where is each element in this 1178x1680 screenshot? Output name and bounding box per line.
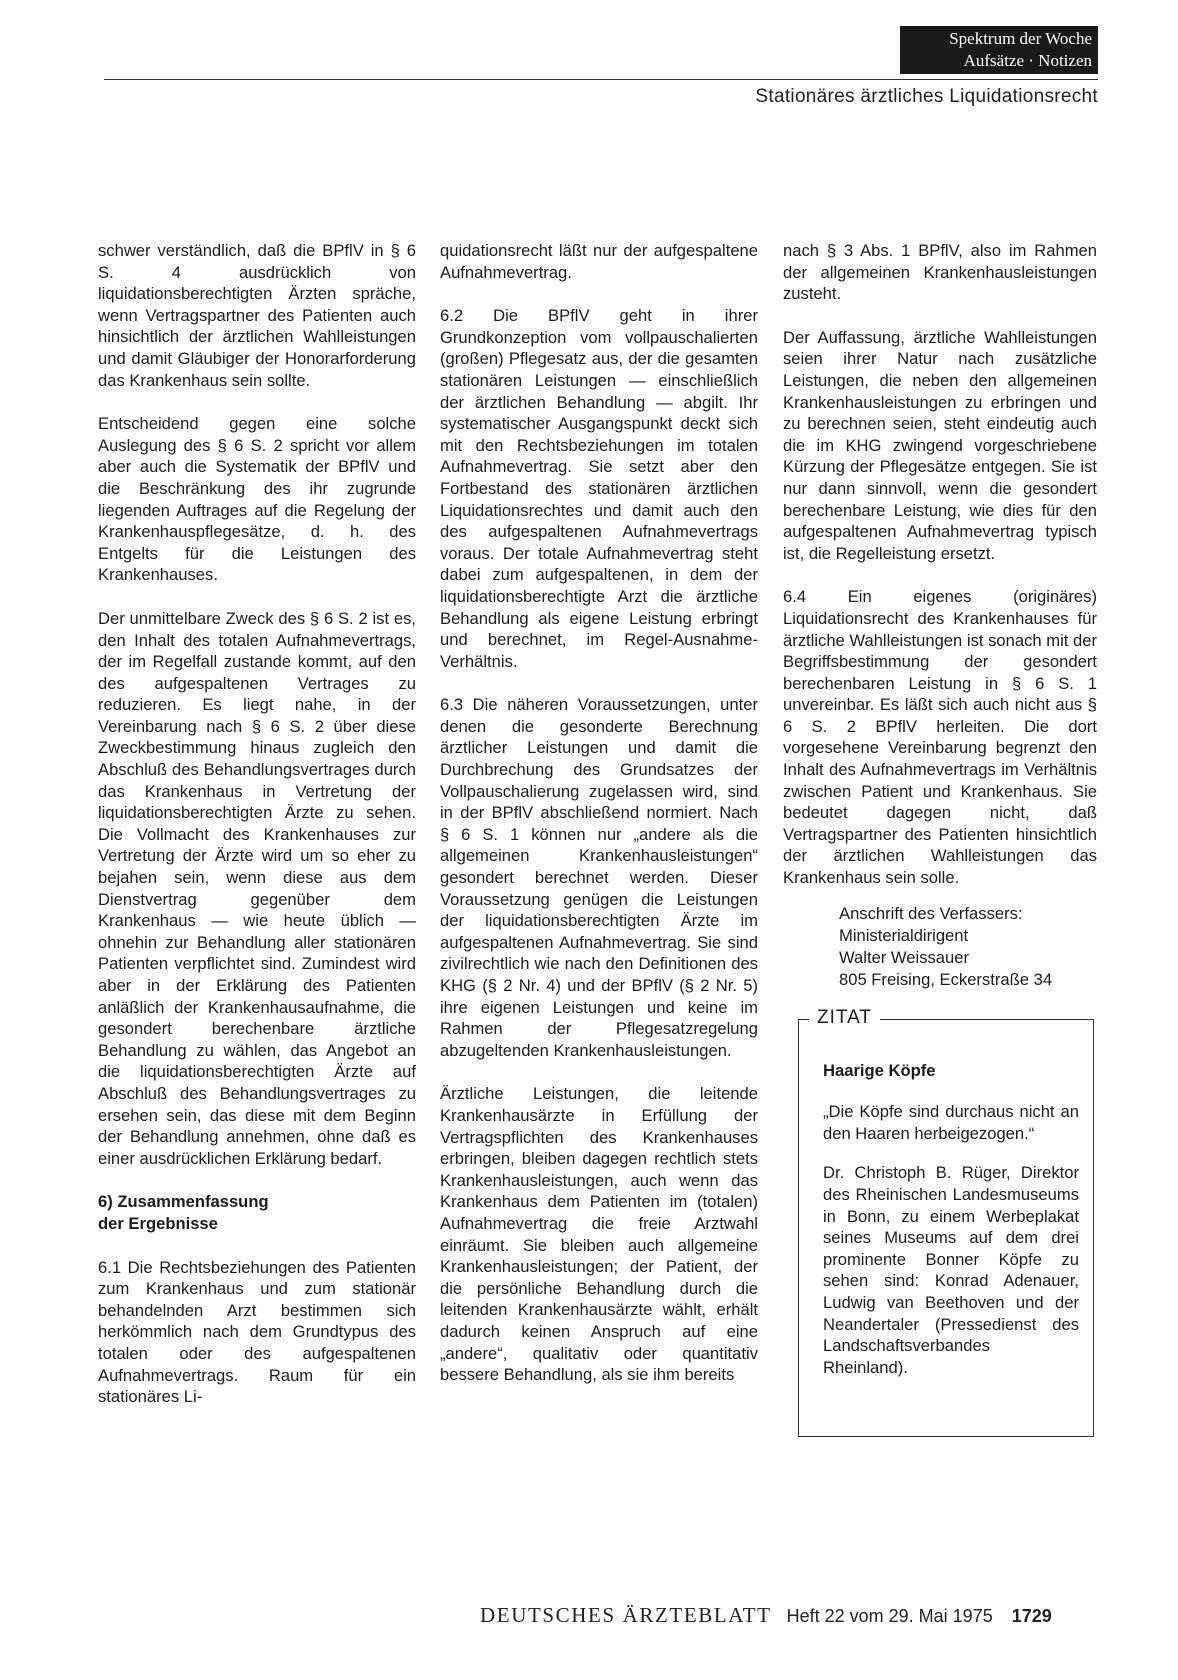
- paragraph: 6.3 Die näheren Voraussetzungen, unter denen die gesonderte Berechnung ärztlicher Leistungen und damit die Durchbrechung des Grundsatzes der Vollpauschalierung zugelassen wird, sind in der BPflV abschließend normiert. Nach § 6 S. 1 können nur „andere als die allgemeinen Krankenhausleistungen“ gesondert berechnet werden. Dieser Voraussetzung genügen die Leistungen der liquidationsberechtigten Ärzte im aufgespaltenen Aufnahmevertrag. Sie sind zivilrechtlich wie nach den Definitionen des KHG (§ 2 Nr. 4) und der BPflV (§ 2 Nr. 5) ihre eigenen Leistungen und keine im Rahmen der Pflegesatzregelung abzugeltenden Krankenhausleistungen.: [440, 695, 758, 1060]
- paragraph: Ärztliche Leistungen, die leitende Krankenhausärzte in Erfüllung der Vertragspflichten des Krankenhauses erbringen, bleiben dagegen rechtlich stets Krankenhausleistungen, auch wenn das Krankenhaus dem Patienten im (totalen) Aufnahmevertrag die freie Arztwahl einräumt. Sie bleiben auch allgemeine Krankenhausleistungen; der Patient, der die persönliche Behandlung durch die leitenden Krankenhausärzte wählt, erhält dadurch keinen Anspruch auf eine „andere“, qualitativ oder quantitativ bessere Behandlung, als sie ihm bereits: [440, 1084, 758, 1385]
- paragraph: Der Auffassung, ärztliche Wahlleistungen seien ihrer Natur nach zusätzliche Leistungen, die neben den allgemeinen Krankenhausleistungen zu erbringen und zu berechnen seien, steht eindeutig auch die im KHG zwingend vorgeschriebene Kürzung der Pflegesätze entgegen. Sie ist nur dann sinnvoll, wenn die gesondert berechenbare Leistung, wie dies für den aufgespaltenen Aufnahmevertrag typisch ist, die Regelleistung ersetzt.: [783, 327, 1097, 563]
- address-line: Anschrift des Verfassers:: [839, 903, 1023, 923]
- section-heading: [98, 1191, 416, 1234]
- quote-text: „Die Köpfe sind durchaus nicht an den Haaren herbeigezogen.“: [823, 1102, 1079, 1143]
- author-address: [783, 903, 1097, 991]
- address-line: Walter Weissauer: [839, 947, 970, 967]
- address-line: Ministerialdirigent: [839, 925, 969, 945]
- section-badge: [900, 26, 1098, 74]
- page-number: 1729: [1011, 1606, 1052, 1626]
- paragraph: nach § 3 Abs. 1 BPflV, also im Rahmen der allgemeinen Krankenhausleistungen zusteht.: [783, 241, 1097, 304]
- paragraph: Der unmittelbare Zweck des § 6 S. 2 ist es, den Inhalt des totalen Aufnahmevertrags, der im Regelfall zustande kommt, auf den des aufgespaltenen Vertrages zu reduzieren. Es liegt nahe, in der Vereinbarung nach § 6 S. 2 über diese Zweckbestimmung hinaus zugleich den Abschluß des Behandlungsvertrages durch das Krankenhaus in Vertretung der liquidationsberechtigten Ärzte zu sehen. Die Vollmacht des Krankenhauses zur Vertretung der Ärzte wird um so eher zu bejahen sein, wenn diese aus dem Dienstvertrag gegenüber dem Krankenhaus — wie heute üblich — ohnehin zur Behandlung aller stationären Patienten verpflichtet sind. Zumindest wird aber in der Erklärung des Patienten anläßlich der Krankenhausaufnahme, die gesondert berechenbare ärztliche Behandlung zu wählen, das Angebot an die liquidationsberechtigten Ärzte auf Abschluß des Behandlungsvertrages zu ersehen sein, das diese mit dem Beginn der Behandlung annehmen, ohne daß es einer ausdrücklichen Erklärung bedarf.: [98, 608, 416, 1168]
- paragraph: quidationsrecht läßt nur der aufgespaltene Aufnahmevertrag.: [440, 241, 758, 282]
- issue-info: Heft 22 vom 29. Mai 1975: [786, 1606, 993, 1626]
- badge-line-1: Spektrum der Woche: [949, 29, 1092, 48]
- column-3: [783, 240, 1097, 1437]
- paragraph: 6.4 Ein eigenes (originäres) Liquidationsrecht des Krankenhauses für ärztliche Wahlleistungen ist sonach mit der Begriffsbestimmung der gesondert berechenbaren Leistung in § 6 S. 1 unvereinbar. Es läßt sich auch nicht aus § 6 S. 2 BPflV herleiten. Die dort vorgesehene Vereinbarung begrenzt den Inhalt des Aufnahmevertrags im Verhältnis zwischen Patient und Krankenhaus. Sie bedeutet dagegen nicht, daß Vertragspartner des Patienten hinsichtlich der ärztlichen Wahlleistungen das Krankenhaus sein solle.: [783, 587, 1097, 888]
- column-1: [98, 240, 416, 1430]
- running-head: Stationäres ärztliches Liquidationsrecht: [755, 86, 1098, 107]
- header-rule: [104, 79, 1098, 80]
- paragraph: schwer verständlich, daß die BPflV in § 6 S. 4 ausdrücklich von liquidationsberechtigten Ärzten spräche, wenn Vertragspartner des Patienten auch hinsichtlich der ärztlichen Wahlleistungen und damit Gläubiger der Honorarforderung das Krankenhaus sein sollte.: [98, 241, 416, 390]
- paragraph: 6.2 Die BPflV geht in ihrer Grundkonzeption vom vollpauschalierten (großen) Pflegesatz aus, der die gesamten stationären Leistungen — einschließlich der ärztlichen Behandlung — abgilt. Ihr systematischer Ausgangspunkt deckt sich mit den Rechtsbeziehungen im totalen Aufnahmevertrag. Sie setzt aber den Fortbestand des stationären ärztlichen Liquidationsrechtes und damit auch den des aufgespaltenen Aufnahmevertrags voraus. Der totale Aufnahmevertrag steht dabei zum aufgespaltenen, in dem der liquidationsberechtigte Arzt die ärztliche Behandlung als eigene Leistung erbringt und berechnet, im Regel-Ausnahme-Verhältnis.: [440, 306, 758, 671]
- paragraph: 6.1 Die Rechtsbeziehungen des Patienten zum Krankenhaus und zum stationär behandelnden Arzt bestimmen sich herkömmlich nach dem Grundtypus des totalen oder des aufgespaltenen Aufnahmevertrags. Raum für ein stationäres Li-: [98, 1257, 416, 1407]
- heading-line-1: 6) Zusammenfassung: [98, 1192, 269, 1212]
- column-2: [440, 240, 758, 1408]
- page-footer: [480, 1603, 1052, 1628]
- paragraph: Entscheidend gegen eine solche Auslegung des § 6 S. 2 spricht vor allem aber auch die Systematik der BPflV und die Beschränkung des ihr zugrunde liegenden Auftrages auf die Regelung der Krankenhauspflegesätze, d. h. des Entgelts für die Leistungen des Krankenhauses.: [98, 414, 416, 585]
- quote-title: Haarige Köpfe: [823, 1060, 936, 1080]
- heading-line-2: der Ergebnisse: [98, 1213, 218, 1233]
- quote-box-label: ZITAT: [809, 1007, 880, 1029]
- quote-box: [798, 1006, 1094, 1437]
- address-line: 805 Freising, Eckerstraße 34: [839, 969, 1053, 989]
- quote-source: Dr. Christoph B. Rüger, Direktor des Rheinischen Landesmuseums in Bonn, zu einem Werbeplakat seines Museums auf dem drei prominente Bonner Köpfe zu sehen sind: Konrad Adenauer, Ludwig van Beethoven und der Neandertaler (Pressedienst des Landschaftsverbandes Rheinland).: [823, 1163, 1079, 1377]
- badge-line-2: Aufsätze · Notizen: [963, 51, 1092, 70]
- journal-name: DEUTSCHES ÄRZTEBLATT: [480, 1603, 772, 1627]
